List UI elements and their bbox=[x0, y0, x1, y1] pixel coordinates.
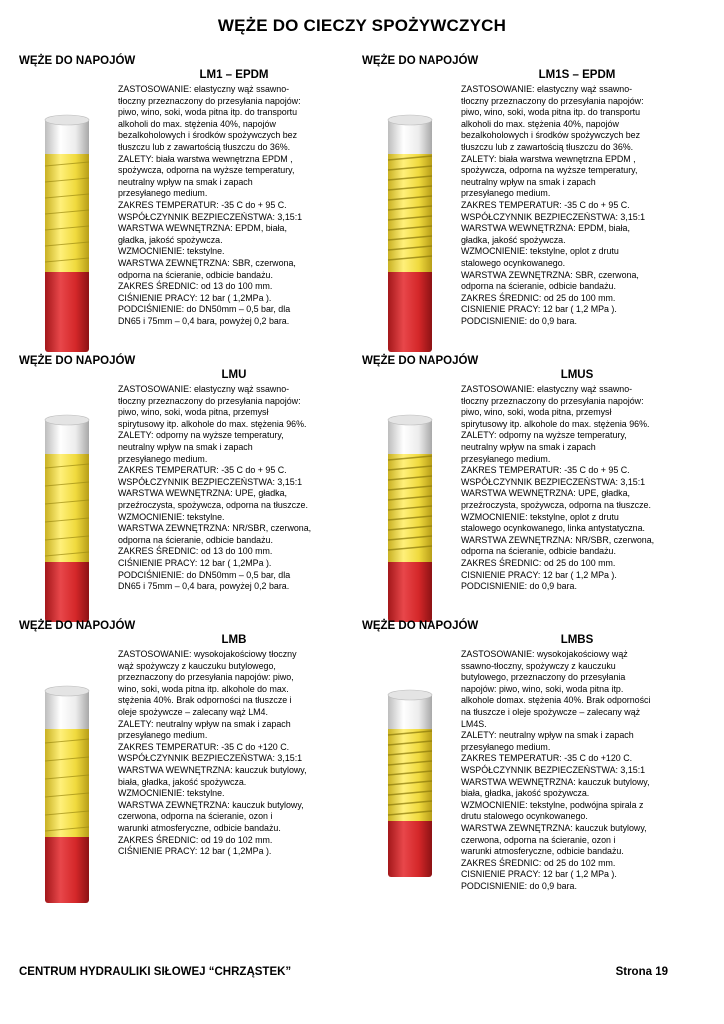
description-line: na tłuszcze i oleje spożywcze – zalecany wąż bbox=[461, 706, 641, 717]
product-lmu bbox=[19, 355, 354, 592]
description-line: gładka, jakość spożywcza. bbox=[461, 234, 566, 245]
textile-hose-icon bbox=[43, 685, 91, 905]
description-line: ZALETY: neutralny wpływ na smak i zapach bbox=[118, 718, 291, 729]
description-line: przeźroczysta, spożywcza, odporna na tłuszcze. bbox=[118, 499, 308, 510]
description-line: ZALETY: biała warstwa wewnętrzna EPDM , bbox=[461, 153, 636, 164]
description-line: biała, gładka, jakość spożywcza. bbox=[118, 776, 247, 787]
steel-helix-hose-icon bbox=[386, 114, 434, 354]
description-line: ZASTOSOWANIE: elastyczny wąż ssawno- bbox=[118, 384, 290, 394]
description-line: bezalkoholowych i środków spożywczych bez bbox=[118, 130, 298, 141]
product-code: LMUS bbox=[560, 369, 594, 381]
description-line: oleje spożywcze – zalecany wąż LM4. bbox=[118, 706, 268, 717]
description-line: odporna na ścieranie, odbicie bandażu. bbox=[118, 269, 273, 280]
product-description bbox=[461, 649, 699, 892]
description-line: WSPÓŁCZYNNIK BEZPIECZEŃSTWA: 3,15:1 bbox=[118, 753, 303, 764]
description-line: piwo, wino, soki, woda pitna itp. do transportu bbox=[461, 107, 641, 118]
description-line: stalowego ocynkowanego. bbox=[461, 257, 566, 268]
description-line: ZAKRES TEMPERATUR: -35 C do + 95 C. bbox=[461, 465, 630, 476]
description-line: stalowego ocynkowanego, linka antystatyczna. bbox=[461, 523, 646, 534]
description-line: przesyłanego medium. bbox=[118, 730, 208, 741]
description-line: spirytusowy itp. alkohole do max. stężenia 96%. bbox=[461, 418, 650, 429]
product-lm1s bbox=[362, 55, 697, 326]
description-line: odporna na ścieranie, odbicie bandażu. bbox=[461, 281, 616, 292]
description-line: ZAKRES TEMPERATUR: -35 C do +120 C. bbox=[118, 741, 290, 752]
description-line: WSPÓŁCZYNNIK BEZPIECZEŃSTWA: 3,15:1 bbox=[118, 476, 303, 487]
description-line: WZMOCNIENIE: tekstylne. bbox=[118, 788, 225, 799]
product-description bbox=[118, 84, 356, 327]
description-line: PODCIŚNIENIE: do DN50mm – 0,5 bar, dla bbox=[118, 304, 291, 315]
description-line: neutralny wpływ na smak i zapach bbox=[461, 441, 596, 452]
description-line: WSPÓŁCZYNNIK BEZPIECZEŃSTWA: 3,15:1 bbox=[118, 211, 303, 222]
product-description bbox=[118, 649, 356, 858]
description-line: ZALETY: odporny na wyższe temperatury, bbox=[118, 430, 284, 441]
product-code: LM1 – EPDM bbox=[199, 69, 269, 81]
description-line: WARSTWA WEWNĘTRZNA: UPE, gładka, bbox=[118, 488, 287, 499]
product-code: LMB bbox=[221, 634, 247, 646]
footer-company: CENTRUM HYDRAULIKI SIŁOWEJ “CHRZĄSTEK” bbox=[19, 966, 292, 978]
description-line: piwo, wino, soki, woda pitna, przemysł bbox=[461, 407, 612, 418]
description-line: przesyłanego medium. bbox=[461, 453, 551, 464]
description-line: czerwona, odporna na ścieranie, ozon i bbox=[118, 811, 273, 822]
description-line: odporna na ścieranie, odbicie bandażu. bbox=[118, 534, 273, 545]
description-line: WZMOCNIENIE: tekstylne, oplot z drutu bbox=[461, 246, 619, 257]
description-line: WARSTWA WEWNĘTRZNA: EPDM, biała, bbox=[118, 223, 287, 234]
description-line: biała, gładka, jakość spożywcza. bbox=[461, 788, 590, 799]
description-line: warunki atmosferyczne, odbicie bandażu. bbox=[118, 822, 281, 833]
category-label: WĘŻE DO NAPOJÓW bbox=[362, 620, 479, 632]
product-lmb bbox=[19, 620, 354, 857]
product-description bbox=[461, 84, 699, 327]
description-line: ZALETY: neutralny wpływ na smak i zapach bbox=[461, 730, 634, 741]
description-line: CIŚNIENIE PRACY: 12 bar ( 1,2MPa ). bbox=[118, 557, 272, 568]
steel-helix-hose-icon bbox=[386, 689, 434, 879]
page-title: WĘŻE DO CIECZY SPOŻYWCZYCH bbox=[217, 16, 507, 35]
description-line: WSPÓŁCZYNNIK BEZPIECZEŃSTWA: 3,15:1 bbox=[461, 764, 646, 775]
description-line: ssawno-tłoczny, spożywczy z kauczuku bbox=[461, 660, 616, 671]
description-line: WARSTWA WEWNĘTRZNA: UPE, gładka, bbox=[461, 488, 630, 499]
description-line: CISNIENIE PRACY: 12 bar ( 1,2 MPa ). bbox=[461, 304, 617, 315]
description-line: PODCIŚNIENIE: do DN50mm – 0,5 bar, dla bbox=[118, 569, 291, 580]
description-line: WARSTWA ZEWNĘTRZNA: NR/SBR, czerwona, bbox=[118, 523, 312, 534]
description-line: napojów: piwo, wino, soki, woda pitna itp. bbox=[461, 683, 624, 694]
description-line: przesyłanego medium. bbox=[461, 188, 551, 199]
description-line: WZMOCNIENIE: tekstylne, podwójna spirala z bbox=[461, 799, 644, 810]
description-line: WARSTWA ZEWNĘTRZNA: NR/SBR, czerwona, bbox=[461, 534, 655, 545]
description-line: DN65 i 75mm – 0,4 bara, powyżej 0,2 bara. bbox=[118, 581, 290, 592]
description-line: WARSTWA WEWNĘTRZNA: kauczuk butylowy, bbox=[118, 764, 307, 775]
description-line: WZMOCNIENIE: tekstylne, oplot z drutu bbox=[461, 511, 619, 522]
description-line: tłoczny przeznaczony do przesyłania napojów: bbox=[461, 395, 644, 406]
page-number: Strona 19 bbox=[615, 966, 668, 978]
description-line: ZASTOSOWANIE: elastyczny wąż ssawno- bbox=[461, 84, 633, 94]
description-line: piwo, wino, soki, woda pitna itp. do transportu bbox=[118, 107, 298, 118]
description-line: PODCISNIENIE: do 0,9 bara. bbox=[461, 880, 577, 891]
description-line: WZMOCNIENIE: tekstylne. bbox=[118, 246, 225, 257]
description-line: ZALETY: biała warstwa wewnętrzna EPDM , bbox=[118, 153, 293, 164]
product-lm1 bbox=[19, 55, 354, 326]
description-line: ZASTOSOWANIE: wysokojakościowy wąż bbox=[461, 649, 628, 659]
textile-hose-icon bbox=[43, 114, 91, 354]
description-line: PODCISNIENIE: do 0,9 bara. bbox=[461, 581, 577, 592]
description-line: neutralny wpływ na smak i zapach bbox=[461, 176, 596, 187]
description-line: przesyłanego medium. bbox=[118, 188, 208, 199]
description-line: ZAKRES TEMPERATUR: -35 C do + 95 C. bbox=[461, 199, 630, 210]
description-line: WARSTWA WEWNĘTRZNA: EPDM, biała, bbox=[461, 223, 630, 234]
description-line: drutu stalowego ocynkowanego. bbox=[461, 811, 588, 822]
description-line: wino, soki, woda pitna itp. alkohole do max. bbox=[118, 683, 289, 694]
description-line: ZASTOSOWANIE: elastyczny wąż ssawno- bbox=[118, 84, 290, 94]
description-line: WSPÓŁCZYNNIK BEZPIECZEŃSTWA: 3,15:1 bbox=[461, 211, 646, 222]
description-line: ZAKRES ŚREDNIC: od 13 do 100 mm. bbox=[118, 546, 273, 557]
description-line: WARSTWA ZEWNĘTRZNA: kauczuk butylowy, bbox=[118, 799, 304, 810]
description-line: alkoholi do max. stężenia 40%, napojów bbox=[118, 118, 276, 129]
description-line: alkoholi do max. stężenia 40%, napojów bbox=[461, 118, 619, 129]
steel-helix-hose-icon bbox=[386, 414, 434, 624]
description-line: WARSTWA ZEWNĘTRZNA: SBR, czerwona, bbox=[118, 257, 296, 268]
description-line: warunki atmosferyczne, odbicie bandażu. bbox=[461, 846, 624, 857]
description-line: DN65 i 75mm – 0,4 bara, powyżej 0,2 bara. bbox=[118, 315, 290, 326]
category-label: WĘŻE DO NAPOJÓW bbox=[362, 355, 479, 367]
product-lmbs bbox=[362, 620, 697, 891]
description-line: ZAKRES ŚREDNIC: od 19 do 102 mm. bbox=[118, 834, 273, 845]
description-line: ZAKRES ŚREDNIC: od 25 do 100 mm. bbox=[461, 292, 616, 303]
description-line: ZASTOSOWANIE: elastyczny wąż ssawno- bbox=[461, 384, 633, 394]
product-description bbox=[461, 384, 699, 593]
description-line: CIŚNIENIE PRACY: 12 bar ( 1,2MPa ). bbox=[118, 846, 272, 857]
description-line: butylowego, przeznaczony do przesyłania bbox=[461, 672, 626, 683]
description-line: WZMOCNIENIE: tekstylne. bbox=[118, 511, 225, 522]
description-line: bezalkoholowych i środków spożywczych bez bbox=[461, 130, 641, 141]
description-line: przeznaczony do przesyłania napojów: piwo, bbox=[118, 672, 294, 683]
description-line: tłoczny przeznaczony do przesyłania napojów: bbox=[118, 95, 301, 106]
description-line: przesyłanego medium. bbox=[461, 741, 551, 752]
description-line: CISNIENIE PRACY: 12 bar ( 1,2 MPa ). bbox=[461, 569, 617, 580]
description-line: tłoczny przeznaczony do przesyłania napojów: bbox=[118, 395, 301, 406]
product-code: LMU bbox=[221, 369, 247, 381]
product-code: LM1S – EPDM bbox=[538, 69, 616, 81]
description-line: neutralny wpływ na smak i zapach bbox=[118, 176, 253, 187]
description-line: czerwona, odporna na ścieranie, ozon i bbox=[461, 834, 616, 845]
description-line: CIŚNIENIE PRACY: 12 bar ( 1,2MPa ). bbox=[118, 292, 272, 303]
description-line: odporna na ścieranie, odbicie bandażu. bbox=[461, 546, 616, 557]
description-line: przeźroczysta, spożywcza, odporna na tłuszcze. bbox=[461, 499, 651, 510]
description-line: ZAKRES TEMPERATUR: -35 C do +120 C. bbox=[461, 753, 633, 764]
description-line: neutralny wpływ na smak i zapach bbox=[118, 441, 253, 452]
description-line: spirytusowy itp. alkohole do max. stężenia 96%. bbox=[118, 418, 307, 429]
category-label: WĘŻE DO NAPOJÓW bbox=[19, 355, 136, 367]
description-line: ZASTOSOWANIE: wysokojakościowy tłoczny bbox=[118, 649, 297, 659]
description-line: ZAKRES ŚREDNIC: od 25 do 100 mm. bbox=[461, 557, 616, 568]
description-line: spożywcza, odporna na wyższe temperatury, bbox=[118, 165, 295, 176]
description-line: WARSTWA WEWNĘTRZNA: kauczuk butylowy, bbox=[461, 776, 650, 787]
description-line: piwo, wino, soki, woda pitna, przemysł bbox=[118, 407, 269, 418]
description-line: PODCISNIENIE: do 0,9 bara. bbox=[461, 315, 577, 326]
description-line: ZAKRES ŚREDNIC: od 25 do 102 mm. bbox=[461, 857, 616, 868]
description-line: tłuszczu lub z zawartością tłuszczu do 36%. bbox=[461, 141, 634, 152]
description-line: tłoczny przeznaczony do przesyłania napojów: bbox=[461, 95, 644, 106]
category-label: WĘŻE DO NAPOJÓW bbox=[19, 620, 136, 632]
product-code: LMBS bbox=[560, 634, 594, 646]
description-line: przesyłanego medium. bbox=[118, 453, 208, 464]
product-lmus bbox=[362, 355, 697, 592]
product-description bbox=[118, 384, 356, 593]
description-line: ZALETY: odporny na wyższe temperatury, bbox=[461, 430, 627, 441]
description-line: WARSTWA ZEWNĘTRZNA: kauczuk butylowy, bbox=[461, 822, 647, 833]
description-line: tłuszczu lub z zawartością tłuszczu do 36%. bbox=[118, 141, 291, 152]
description-line: ZAKRES TEMPERATUR: -35 C do + 95 C. bbox=[118, 465, 287, 476]
description-line: CISNIENIE PRACY: 12 bar ( 1,2 MPa ). bbox=[461, 869, 617, 880]
category-label: WĘŻE DO NAPOJÓW bbox=[362, 55, 479, 67]
description-line: WARSTWA ZEWNĘTRZNA: SBR, czerwona, bbox=[461, 269, 639, 280]
textile-hose-icon bbox=[43, 414, 91, 624]
description-line: alkohole domax. stężenia 40%. Brak odporności bbox=[461, 695, 651, 706]
description-line: stężenia 40%. Brak odporności na tłuszcze i bbox=[118, 695, 292, 706]
description-line: WSPÓŁCZYNNIK BEZPIECZEŃSTWA: 3,15:1 bbox=[461, 476, 646, 487]
description-line: LM4S. bbox=[461, 718, 487, 729]
description-line: ZAKRES ŚREDNIC: od 13 do 100 mm. bbox=[118, 281, 273, 292]
description-line: wąż spożywczy z kauczuku butylowego, bbox=[118, 660, 276, 671]
description-line: spożywcza, odporna na wyższe temperatury, bbox=[461, 165, 638, 176]
description-line: gładka, jakość spożywcza. bbox=[118, 234, 223, 245]
description-line: ZAKRES TEMPERATUR: -35 C do + 95 C. bbox=[118, 199, 287, 210]
category-label: WĘŻE DO NAPOJÓW bbox=[19, 55, 136, 67]
